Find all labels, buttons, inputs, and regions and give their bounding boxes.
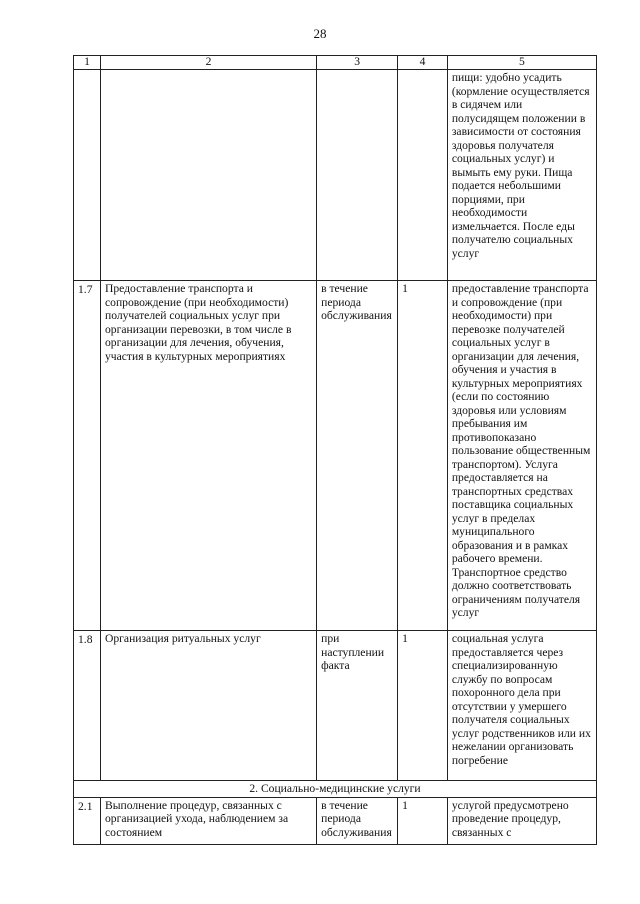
service-period: при наступлении факта (317, 631, 398, 781)
table-row (74, 797, 597, 844)
row-number (74, 70, 101, 281)
service-period: в течение периода обслуживания (317, 281, 398, 631)
table-row (74, 281, 597, 631)
service-count: 1 (398, 631, 448, 781)
service-count (398, 70, 448, 281)
column-header: 3 (317, 56, 398, 70)
service-description: пищи: удобно усадить (кормление осуществляется в сидячем или полусидящем положении в зависимости от состояния здоровья получателя социальных услуг) и вымыть ему руки. Пища подается небольшими порциями, при необходимости измельчается. После еды получателю социальных услуг (447, 70, 596, 281)
services-table (73, 55, 597, 845)
row-number: 1.7 (74, 281, 101, 631)
row-number: 1.8 (74, 631, 101, 781)
service-description: предоставление транспорта и сопровождение (при необходимости) при перевозке получателей социальных услуг в организации для лечения, обучения и участия в культурных мероприятиях (если по состоянию здоровья или условиям пребывания им противопоказано пользование общественным транспортом). Услуга предоставляется на транспортных средствах поставщика социальных услуг в пределах муниципального образования и в рамках рабочего времени. Транспортное средство должно соответствовать ограничениям получателя услуг (447, 281, 596, 631)
service-period (317, 70, 398, 281)
column-header: 4 (398, 56, 448, 70)
page-number: 28 (313, 26, 327, 41)
section-title: 2. Социально-медицинские услуги (74, 781, 597, 798)
service-name: Выполнение процедур, связанных с организацией ухода, наблюдением за состоянием (101, 797, 317, 844)
service-name: Организация ритуальных услуг (101, 631, 317, 781)
table-row (74, 631, 597, 781)
row-number: 2.1 (74, 797, 101, 844)
section-row (74, 781, 597, 798)
column-number-row (74, 56, 597, 70)
service-name (101, 70, 317, 281)
service-name: Предоставление транспорта и сопровождение (при необходимости) получателей социальных услуг при организации перевозки, в том числе в организации для лечения, обучения, участия в культурных мероприятиях (101, 281, 317, 631)
service-count: 1 (398, 797, 448, 844)
service-period: в течение периода обслуживания (317, 797, 398, 844)
table-row (74, 70, 597, 281)
column-header: 5 (447, 56, 596, 70)
column-header: 2 (101, 56, 317, 70)
service-count: 1 (398, 281, 448, 631)
service-description: услугой предусмотрено проведение процедур, связанных с (447, 797, 596, 844)
column-header: 1 (74, 56, 101, 70)
service-description: социальная услуга предоставляется через специализированную службу по вопросам похоронного дела при отсутствии у умершего получателя социальных услуг родственников или их нежелании организовать погребение (447, 631, 596, 781)
